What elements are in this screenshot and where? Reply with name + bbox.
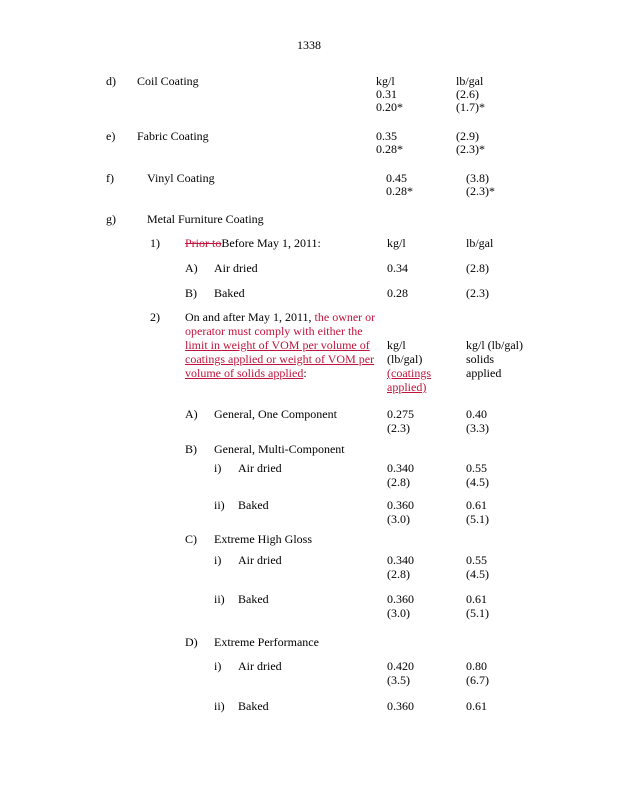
- sub2-D-name: Extreme Performance: [214, 635, 319, 649]
- section-d-col2-2: (1.7)*: [456, 100, 485, 114]
- sub1-A-name: Air dried: [214, 261, 258, 275]
- sub2-col1-head-0: kg/l: [387, 338, 406, 352]
- section-f-col1-0: 0.45: [386, 171, 407, 185]
- sub2-A-label: A): [185, 407, 198, 421]
- section-d-col1-1: 0.31: [376, 87, 397, 101]
- sub1-A-v2: (2.8): [466, 261, 489, 275]
- sub1-A-label: A): [185, 261, 198, 275]
- sub1-col2-head: lb/gal: [466, 236, 494, 250]
- sub2-line1: [185, 310, 375, 324]
- sub1-B-name: Baked: [214, 286, 245, 300]
- section-f-col2-1: (2.3)*: [466, 184, 495, 198]
- section-d-col1-0: kg/l: [376, 74, 395, 88]
- section-e-letter: e): [106, 129, 116, 143]
- sub2-number: 2): [150, 310, 160, 324]
- sub2-line5-tail: :: [303, 366, 307, 380]
- section-f-title: Vinyl Coating: [147, 171, 215, 185]
- sub2-A-name: General, One Component: [214, 407, 337, 421]
- sub2-line4: coatings applied or weight of VOM per: [185, 352, 375, 366]
- sub2-col1-head-ins-0: (coatings: [387, 366, 431, 380]
- sub1-number: 1): [150, 236, 160, 250]
- sub2-D-ii-v2-0: 0.61: [466, 699, 487, 713]
- section-d-col2-0: lb/gal: [456, 74, 484, 88]
- sub2-C-i-label: i): [214, 553, 222, 567]
- sub2-B-ii-v2-0: 0.61: [466, 498, 487, 512]
- sub1-deleted-text: Prior to: [185, 236, 222, 250]
- sub2-B-ii-v1-0: 0.360: [387, 498, 414, 512]
- sub2-C-ii-v1-0: 0.360: [387, 592, 414, 606]
- section-g-letter: g): [106, 212, 116, 226]
- sub2-B-i-v2-0: 0.55: [466, 461, 487, 475]
- sub2-line1-ins: the owner or: [314, 310, 376, 324]
- sub1-text: Before May 1, 2011:: [221, 236, 321, 250]
- sub2-B-label: B): [185, 442, 197, 456]
- sub2-C-ii-v2-0: 0.61: [466, 592, 487, 606]
- sub2-B-ii-label: ii): [214, 498, 225, 512]
- sub2-A-v2-1: (3.3): [466, 421, 489, 435]
- sub2-line5: [185, 366, 307, 380]
- sub2-D-ii-label: ii): [214, 699, 225, 713]
- sub2-D-ii-v1-0: 0.360: [387, 699, 414, 713]
- sub2-C-i-name: Air dried: [238, 553, 282, 567]
- sub2-line3: limit in weight of VOM per volume of: [185, 338, 370, 352]
- section-d-letter: d): [106, 74, 116, 88]
- sub2-B-ii-name: Baked: [238, 498, 269, 512]
- sub2-D-i-v1-0: 0.420: [387, 659, 414, 673]
- sub2-B-ii-v2-1: (5.1): [466, 512, 489, 526]
- section-e-col1-0: 0.35: [376, 129, 397, 143]
- sub2-col2-head-2: applied: [466, 366, 502, 380]
- sub2-B-name: General, Multi-Component: [214, 442, 345, 456]
- sub1-B-v2: (2.3): [466, 286, 489, 300]
- sub2-line2: operator must comply with either the: [185, 324, 363, 338]
- sub2-B-i-v1-0: 0.340: [387, 461, 414, 475]
- sub1-B-label: B): [185, 286, 197, 300]
- sub2-line5-ins: volume of solids applied: [185, 366, 304, 380]
- sub2-C-ii-name: Baked: [238, 592, 269, 606]
- page-number: 1338: [297, 38, 321, 52]
- sub2-col2-head-0: kg/l (lb/gal): [466, 338, 523, 352]
- sub2-A-v2-0: 0.40: [466, 407, 487, 421]
- sub2-C-ii-v2-1: (5.1): [466, 606, 489, 620]
- sub2-C-i-v1-1: (2.8): [387, 567, 410, 581]
- sub2-D-i-v2-0: 0.80: [466, 659, 487, 673]
- sub2-B-i-name: Air dried: [238, 461, 282, 475]
- sub2-col1-head-1: (lb/gal): [387, 352, 423, 366]
- section-e-col2-0: (2.9): [456, 129, 479, 143]
- sub2-col2-head-1: solids: [466, 352, 495, 366]
- sub2-C-ii-v1-1: (3.0): [387, 606, 410, 620]
- sub2-line1-plain: On and after May 1, 2011,: [185, 310, 315, 324]
- sub2-A-v1-1: (2.3): [387, 421, 410, 435]
- sub2-C-label: C): [185, 532, 197, 546]
- sub2-col1-head-ins-1: applied): [387, 380, 427, 394]
- section-f-col1-1: 0.28*: [386, 184, 413, 198]
- sub2-D-label: D): [185, 635, 198, 649]
- sub2-D-i-v2-1: (6.7): [466, 673, 489, 687]
- section-d-col1-2: 0.20*: [376, 100, 403, 114]
- section-d-title: Coil Coating: [137, 74, 199, 88]
- sub2-A-v1-0: 0.275: [387, 407, 414, 421]
- sub2-B-ii-v1-1: (3.0): [387, 512, 410, 526]
- section-e-title: Fabric Coating: [137, 129, 209, 143]
- sub2-C-i-v2-1: (4.5): [466, 567, 489, 581]
- sub2-C-name: Extreme High Gloss: [214, 532, 312, 546]
- sub2-D-i-v1-1: (3.5): [387, 673, 410, 687]
- section-d-col2-1: (2.6): [456, 87, 479, 101]
- sub2-B-i-v2-1: (4.5): [466, 475, 489, 489]
- sub2-D-ii-name: Baked: [238, 699, 269, 713]
- sub1-A-v1: 0.34: [387, 261, 408, 275]
- sub2-B-i-v1-1: (2.8): [387, 475, 410, 489]
- section-e-col2-1: (2.3)*: [456, 142, 485, 156]
- section-e-col1-1: 0.28*: [376, 142, 403, 156]
- sub1-B-v1: 0.28: [387, 286, 408, 300]
- sub2-C-i-v1-0: 0.340: [387, 553, 414, 567]
- section-f-letter: f): [106, 171, 114, 185]
- sub2-D-i-label: i): [214, 659, 222, 673]
- sub1-heading: [185, 236, 321, 250]
- sub2-D-i-name: Air dried: [238, 659, 282, 673]
- sub2-C-i-v2-0: 0.55: [466, 553, 487, 567]
- sub2-B-i-label: i): [214, 461, 222, 475]
- sub1-col1-head: kg/l: [387, 236, 406, 250]
- section-g-title: Metal Furniture Coating: [147, 212, 264, 226]
- sub2-C-ii-label: ii): [214, 592, 225, 606]
- section-f-col2-0: (3.8): [466, 171, 489, 185]
